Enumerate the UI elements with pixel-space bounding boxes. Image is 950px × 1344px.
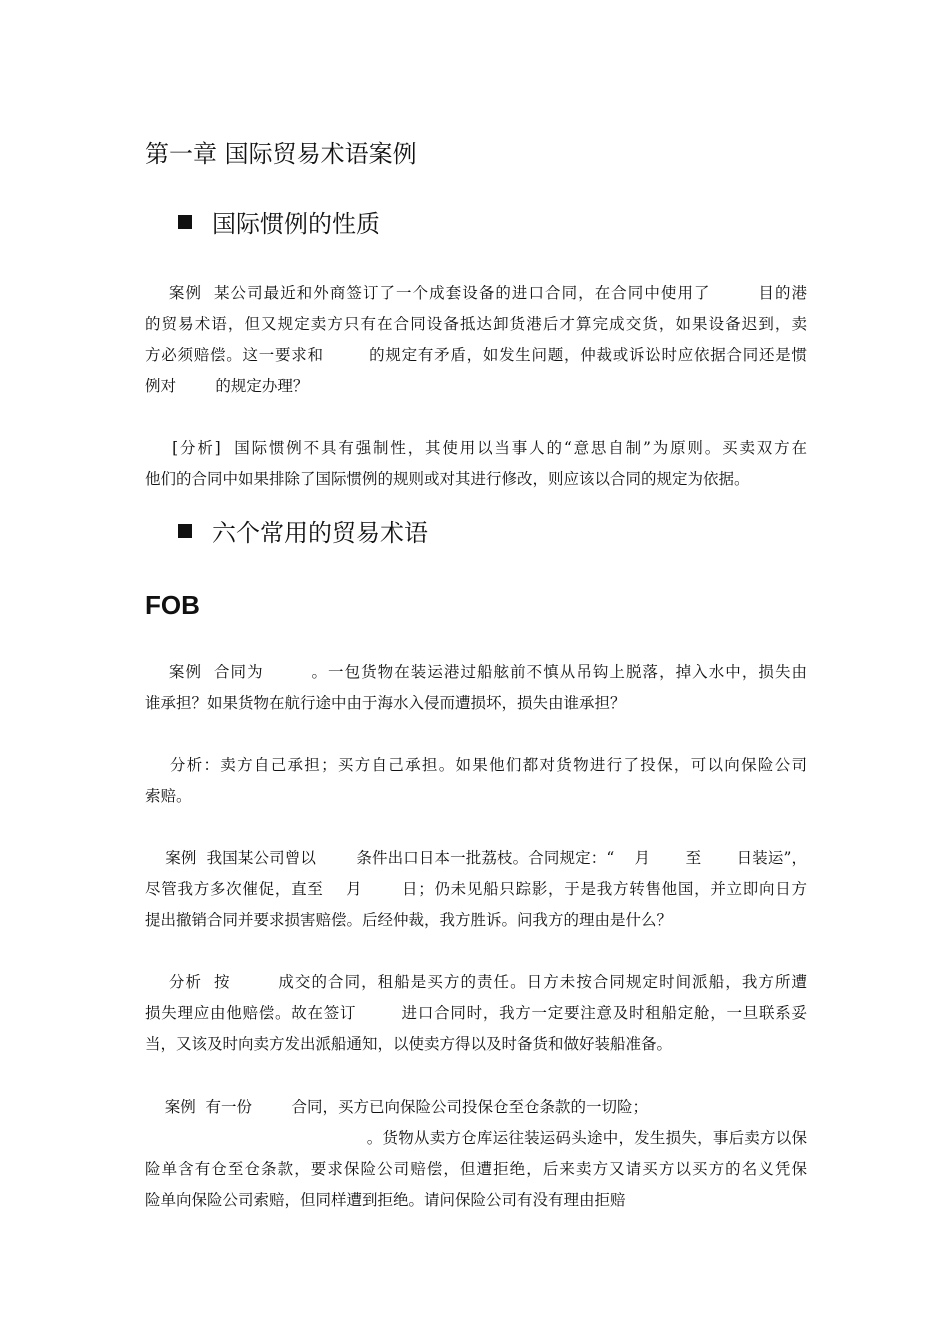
paragraph-line: 提出撤销合同并要求损害赔偿。后经仲裁，我方胜诉。问我方的理由是什么？ bbox=[145, 911, 673, 929]
section-heading-trade-terms bbox=[178, 515, 428, 551]
paragraph-analysis-3 bbox=[145, 967, 807, 1060]
paragraph-line: 案例 某公司最近和外商签订了一个成套设备的进口合同，在合同中使用了 目的港 bbox=[145, 284, 807, 302]
paragraph-line: 例对 的规定办理？ bbox=[145, 377, 309, 395]
paragraph-line: [分析] 国际惯例不具有强制性，其使用以当事人的“意思自制”为原则。买卖双方在 bbox=[145, 439, 807, 457]
paragraph-line: 案例 合同为 。一包货物在装运港过船舷前不慎从吊钩上脱落，掉入水中，损失由 bbox=[145, 663, 807, 681]
square-bullet-icon bbox=[178, 524, 192, 538]
section-heading-international-practice bbox=[178, 206, 380, 242]
chapter-title: 第一章 国际贸易术语案例 bbox=[145, 140, 417, 168]
paragraph-line: 他们的合同中如果排除了国际惯例的规则或对其进行修改，则应该以合同的规定为依据。 bbox=[145, 470, 750, 488]
paragraph-line: 损失理应由他赔偿。故在签订 进口合同时，我方一定要注意及时租船定舱，一旦联系妥 bbox=[145, 1004, 807, 1022]
paragraph-line: 分析 按 成交的合同，租船是买方的责任。日方未按合同规定时间派船，我方所遭 bbox=[145, 973, 807, 991]
paragraph-line: 。货物从卖方仓库运往装运码头途中，发生损失，事后卖方以保 bbox=[145, 1129, 807, 1147]
paragraph-case-2 bbox=[145, 657, 807, 719]
paragraph-case-1 bbox=[145, 278, 807, 402]
paragraph-line: 案例 有一份 合同，买方已向保险公司投保仓至仓条款的一切险； bbox=[145, 1098, 648, 1116]
square-bullet-icon bbox=[178, 215, 192, 229]
paragraph-line: 案例 我国某公司曾以 条件出口日本一批荔枝。合同规定：“ 月 至 日装运”， bbox=[145, 849, 807, 867]
section-heading-text: 六个常用的贸易术语 bbox=[212, 519, 428, 547]
section-heading-text: 国际惯例的性质 bbox=[212, 210, 380, 238]
paragraph-case-3 bbox=[145, 843, 807, 936]
paragraph-line: 险单向保险公司索赔，但同样遭到拒绝。请问保险公司有没有理由拒赔 bbox=[145, 1191, 626, 1209]
fob-heading: FOB bbox=[145, 590, 200, 620]
paragraph-line: 方必须赔偿。这一要求和 的规定有矛盾，如发生问题，仲裁或诉讼时应依据合同还是惯 bbox=[145, 346, 807, 364]
paragraph-case-4 bbox=[145, 1092, 807, 1216]
paragraph-analysis-1 bbox=[145, 433, 807, 495]
paragraph-line: 索赔。 bbox=[145, 787, 192, 805]
paragraph-analysis-2 bbox=[145, 750, 807, 812]
paragraph-line: 谁承担？如果货物在航行途中由于海水入侵而遭损坏，损失由谁承担？ bbox=[145, 694, 626, 712]
paragraph-line: 当，又该及时向卖方发出派船通知，以使卖方得以及时备货和做好装船准备。 bbox=[145, 1035, 673, 1053]
paragraph-line: 分析：卖方自己承担；买方自己承担。如果他们都对货物进行了投保，可以向保险公司 bbox=[145, 756, 807, 774]
paragraph-line: 的贸易术语，但又规定卖方只有在合同设备抵达卸货港后才算完成交货，如果设备迟到，卖 bbox=[145, 315, 807, 333]
paragraph-line: 险单含有仓至仓条款，要求保险公司赔偿，但遭拒绝，后来卖方又请买方以买方的名义凭保 bbox=[145, 1160, 807, 1178]
paragraph-line: 尽管我方多次催促，直至 月 日；仍未见船只踪影，于是我方转售他国，并立即向日方 bbox=[145, 880, 807, 898]
